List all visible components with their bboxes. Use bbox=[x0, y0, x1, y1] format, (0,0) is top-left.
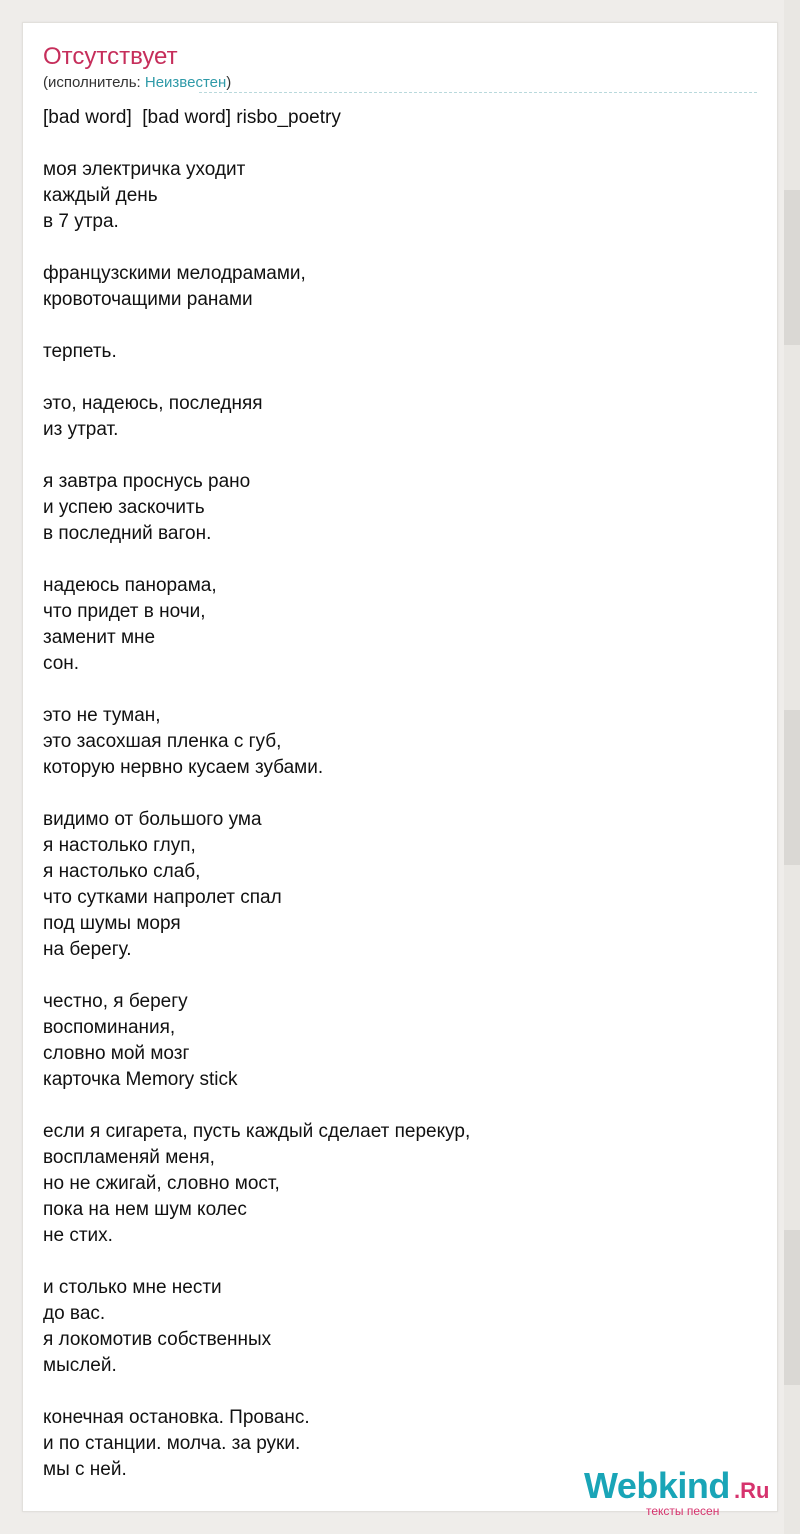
song-title: Отсутствует bbox=[43, 43, 178, 70]
logo-wordmark: Webkind bbox=[584, 1465, 730, 1506]
artist-line bbox=[43, 73, 231, 93]
artist-prefix: (исполнитель: bbox=[43, 74, 145, 91]
logo-tagline: тексты песен bbox=[646, 1504, 720, 1518]
logo-domain: .Ru bbox=[734, 1478, 770, 1503]
webkind-logo[interactable] bbox=[584, 1466, 780, 1516]
page-edge-decoration bbox=[784, 0, 800, 1534]
lyrics-card bbox=[22, 22, 778, 1518]
artist-suffix: ) bbox=[226, 74, 232, 91]
lyrics-text: [bad word] [bad word] risbo_poetry моя электричка уходит каждый день в 7 утра. французскими мелодрамами, кровоточащими ранами терпеть. это, надеюсь, последняя из утрат. я завтра проснусь рано и успею заскочить в последний вагон. надеюсь панорама, что придет в ночи, заменит мне сон. это не туман, это засохшая пленка с губ, которую нервно кусаем зубами. видимо от большого ума я настолько глуп, я настолько слаб, что сутками напролет спал под шумы моря на берегу. честно, я берегу воспоминания, словно мой мозг карточка Memory stick если я сигарета, пусть каждый сделает перекур, воспламеняй меня, но не сжигай, словно мост, пока на нем шум колес не стих. и столько мне нести до вас. я локомотив собственных мыслей. конечная остановка. Прованс. и по станции. молча. за руки. мы с ней. bbox=[43, 107, 471, 1480]
header-divider bbox=[199, 92, 757, 93]
artist-link[interactable]: Неизвестен bbox=[144, 74, 227, 91]
